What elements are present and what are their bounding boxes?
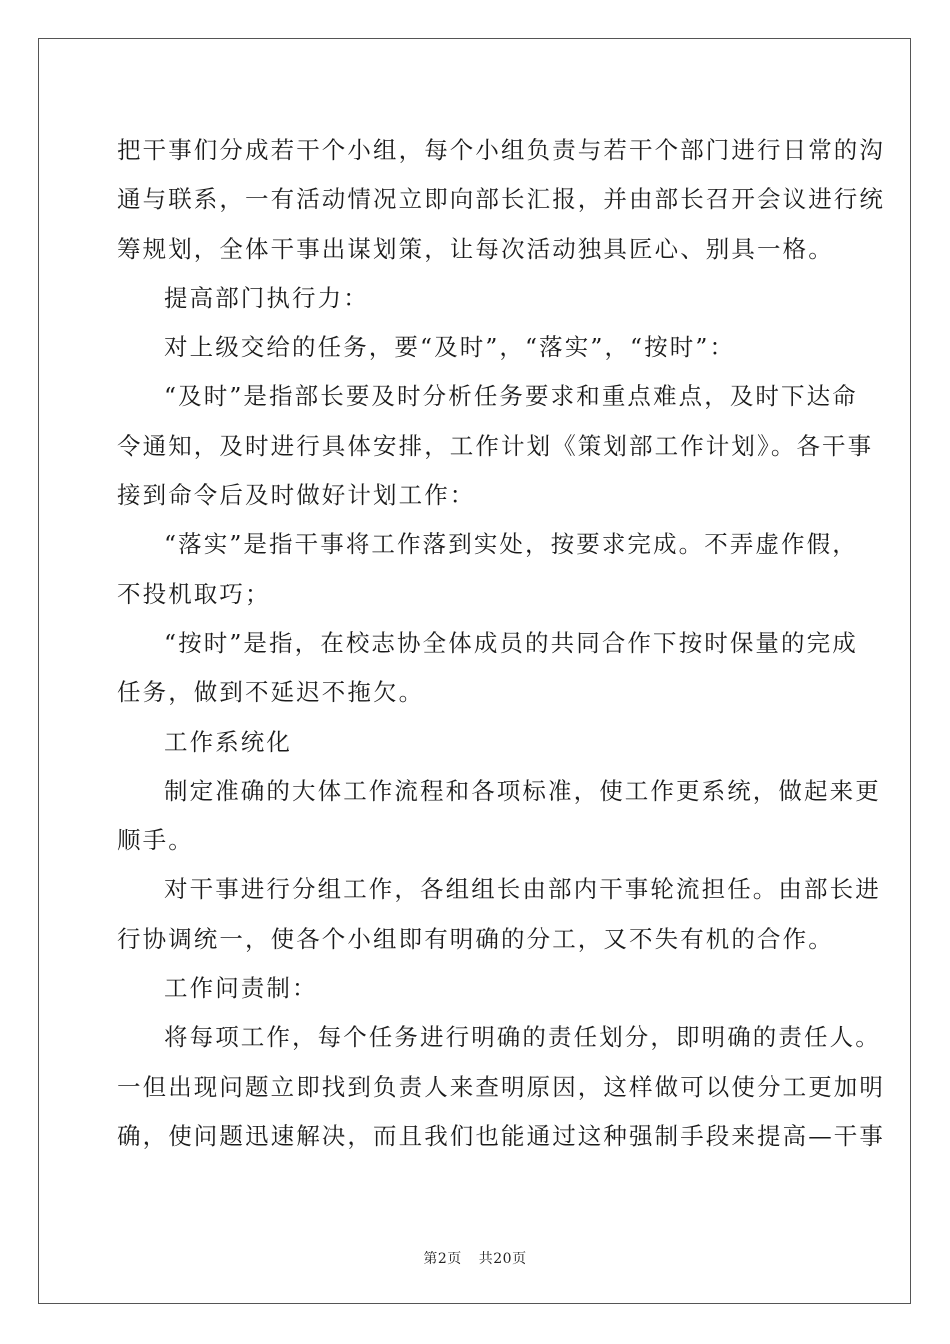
page-number: 第2页 xyxy=(423,1251,462,1267)
text-line: 对上级交给的任务，要“及时”，“落实”，“按时”： xyxy=(164,333,736,362)
text-line: 接到命令后及时做好计划工作： xyxy=(117,481,476,510)
document-body xyxy=(117,126,885,1161)
text-line: 筹规划，全体干事出谋划策，让每次活动独具匠心、别具一格。 xyxy=(117,234,834,263)
text-line: 顺手。 xyxy=(117,826,194,855)
text-line: 一但出现问题立即找到负责人来查明原因，这样做可以使分工更加明 xyxy=(117,1072,885,1101)
text-line: 令通知，及时进行具体安排，工作计划《策划部工作计划》。各干事 xyxy=(117,431,874,460)
text-line: 通与联系，一有活动情况立即向部长汇报，并由部长召开会议进行统 xyxy=(117,185,885,214)
text-line: 不投机取巧； xyxy=(117,579,271,608)
total-pages: 共20页 xyxy=(478,1251,527,1267)
text-line: 把干事们分成若干个小组，每个小组负责与若干个部门进行日常的沟 xyxy=(117,136,885,164)
text-line: “落实”是指干事将工作落到实处，按要求完成。不弄虚作假， xyxy=(164,530,858,559)
text-line: 对干事进行分组工作，各组组长由部内干事轮流担任。由部长进 xyxy=(164,875,881,904)
text-line: “及时”是指部长要及时分析任务要求和重点难点，及时下达命 xyxy=(164,382,858,411)
section-heading: 工作问责制： xyxy=(164,974,318,1003)
section-heading: 提高部门执行力： xyxy=(164,283,369,312)
text-line: 将每项工作，每个任务进行明确的责任划分，即明确的责任人。 xyxy=(164,1023,881,1052)
text-line: 确，使问题迅速解决，而且我们也能通过这种强制手段来提高—干事 xyxy=(117,1121,885,1150)
page-footer xyxy=(0,1248,950,1268)
text-line: 任务，做到不延迟不拖欠。 xyxy=(117,678,425,707)
text-line: 行协调统一，使各个小组即有明确的分工，又不失有机的合作。 xyxy=(117,924,834,953)
text-line: “按时”是指，在校志协全体成员的共同合作下按时保量的完成 xyxy=(164,628,858,657)
section-heading: 工作系统化 xyxy=(164,727,292,756)
text-line: 制定准确的大体工作流程和各项标准，使工作更系统，做起来更 xyxy=(164,776,881,805)
